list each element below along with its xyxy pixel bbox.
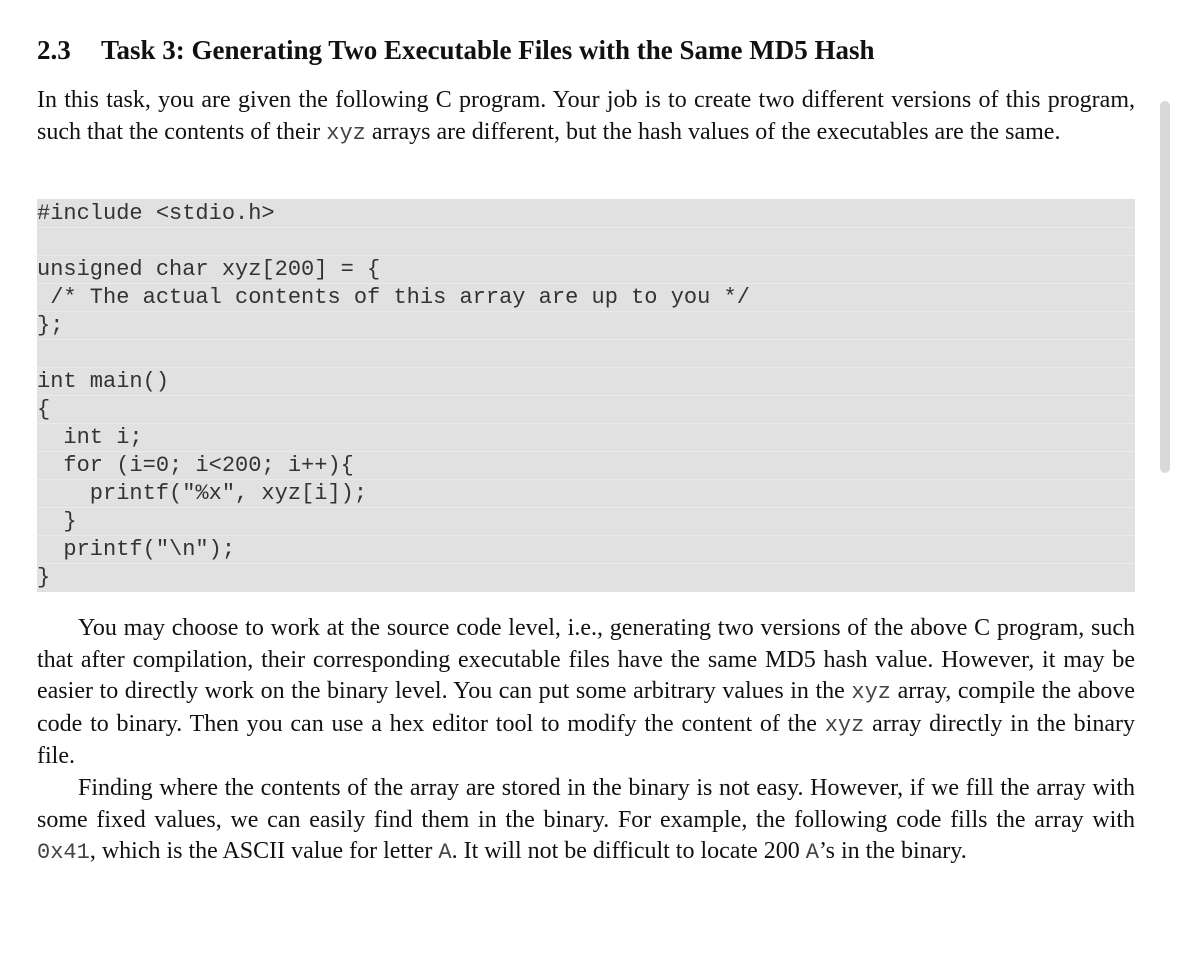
code-line: };	[37, 313, 64, 338]
intro-paragraph	[37, 85, 1135, 149]
code-line: }	[37, 565, 51, 590]
intro-text-1: In this task, you are given the following C program. Your job is to create two different versions of this program, such that the contents of their	[37, 87, 1135, 145]
code-line-rule	[37, 339, 1135, 340]
paragraph-text: You may choose to work at the source code level, i.e., generating two versions of the above C program, such that after compilation, their corresponding executable files have the same MD5 hash value. However, it may be easier to directly work on the binary level. You can put some arbitrary values in the	[37, 615, 1135, 705]
paragraph-text: Finding where the contents of the array are stored in the binary is not easy. However, if we fill the array with some fixed values, we can easily find them in the binary. For example, the following code fills the array with	[37, 774, 1135, 833]
inline-code-A: A	[438, 840, 452, 866]
section-heading	[37, 30, 875, 70]
code-listing	[37, 199, 1135, 592]
intro-text-2: arrays are different, but the hash values of the executables are the same.	[365, 118, 1061, 145]
body-paragraphs	[37, 613, 1135, 869]
inline-code-xyz: xyz	[851, 680, 891, 706]
paragraph-binary-level	[37, 613, 1135, 773]
code-line: printf("%x", xyz[i]);	[37, 481, 368, 506]
code-line-rule	[37, 423, 1135, 424]
code-line: }	[37, 509, 77, 534]
paragraph-text: , which is the ASCII value for letter	[89, 838, 439, 865]
paragraph-text: ’s in the binary.	[818, 838, 967, 865]
code-line: printf("\n");	[37, 537, 236, 562]
inline-code-xyz: xyz	[824, 712, 865, 738]
paragraph-text: array, compile the above code to binary. Then you can use a hex editor tool to modify the content of the	[37, 678, 1135, 737]
paragraph-text: array directly in the binary file.	[37, 710, 1135, 770]
section-title: Task 3: Generating Two Executable Files with the Same MD5 Hash	[101, 35, 875, 65]
code-line: #include <stdio.h>	[37, 201, 275, 226]
code-line-rule	[37, 367, 1135, 368]
inline-code-0x41: 0x41	[37, 840, 90, 866]
paragraph-text: . It will not be difficult to locate 200	[451, 838, 806, 865]
inline-code-xyz: xyz	[326, 120, 366, 146]
inline-code-A: A	[805, 840, 819, 866]
code-line: int i;	[37, 425, 143, 450]
code-line: int main()	[37, 369, 170, 394]
paragraph-finding-array	[37, 773, 1135, 869]
code-line-rule	[37, 395, 1135, 396]
section-number: 2.3	[37, 35, 71, 65]
code-line: /* The actual contents of this array are up to you */	[37, 285, 750, 310]
code-line: for (i=0; i<200; i++){	[37, 453, 354, 478]
vertical-scrollbar[interactable]	[1160, 101, 1170, 473]
code-line: unsigned char xyz[200] = {	[37, 257, 381, 282]
code-line: {	[37, 397, 51, 422]
